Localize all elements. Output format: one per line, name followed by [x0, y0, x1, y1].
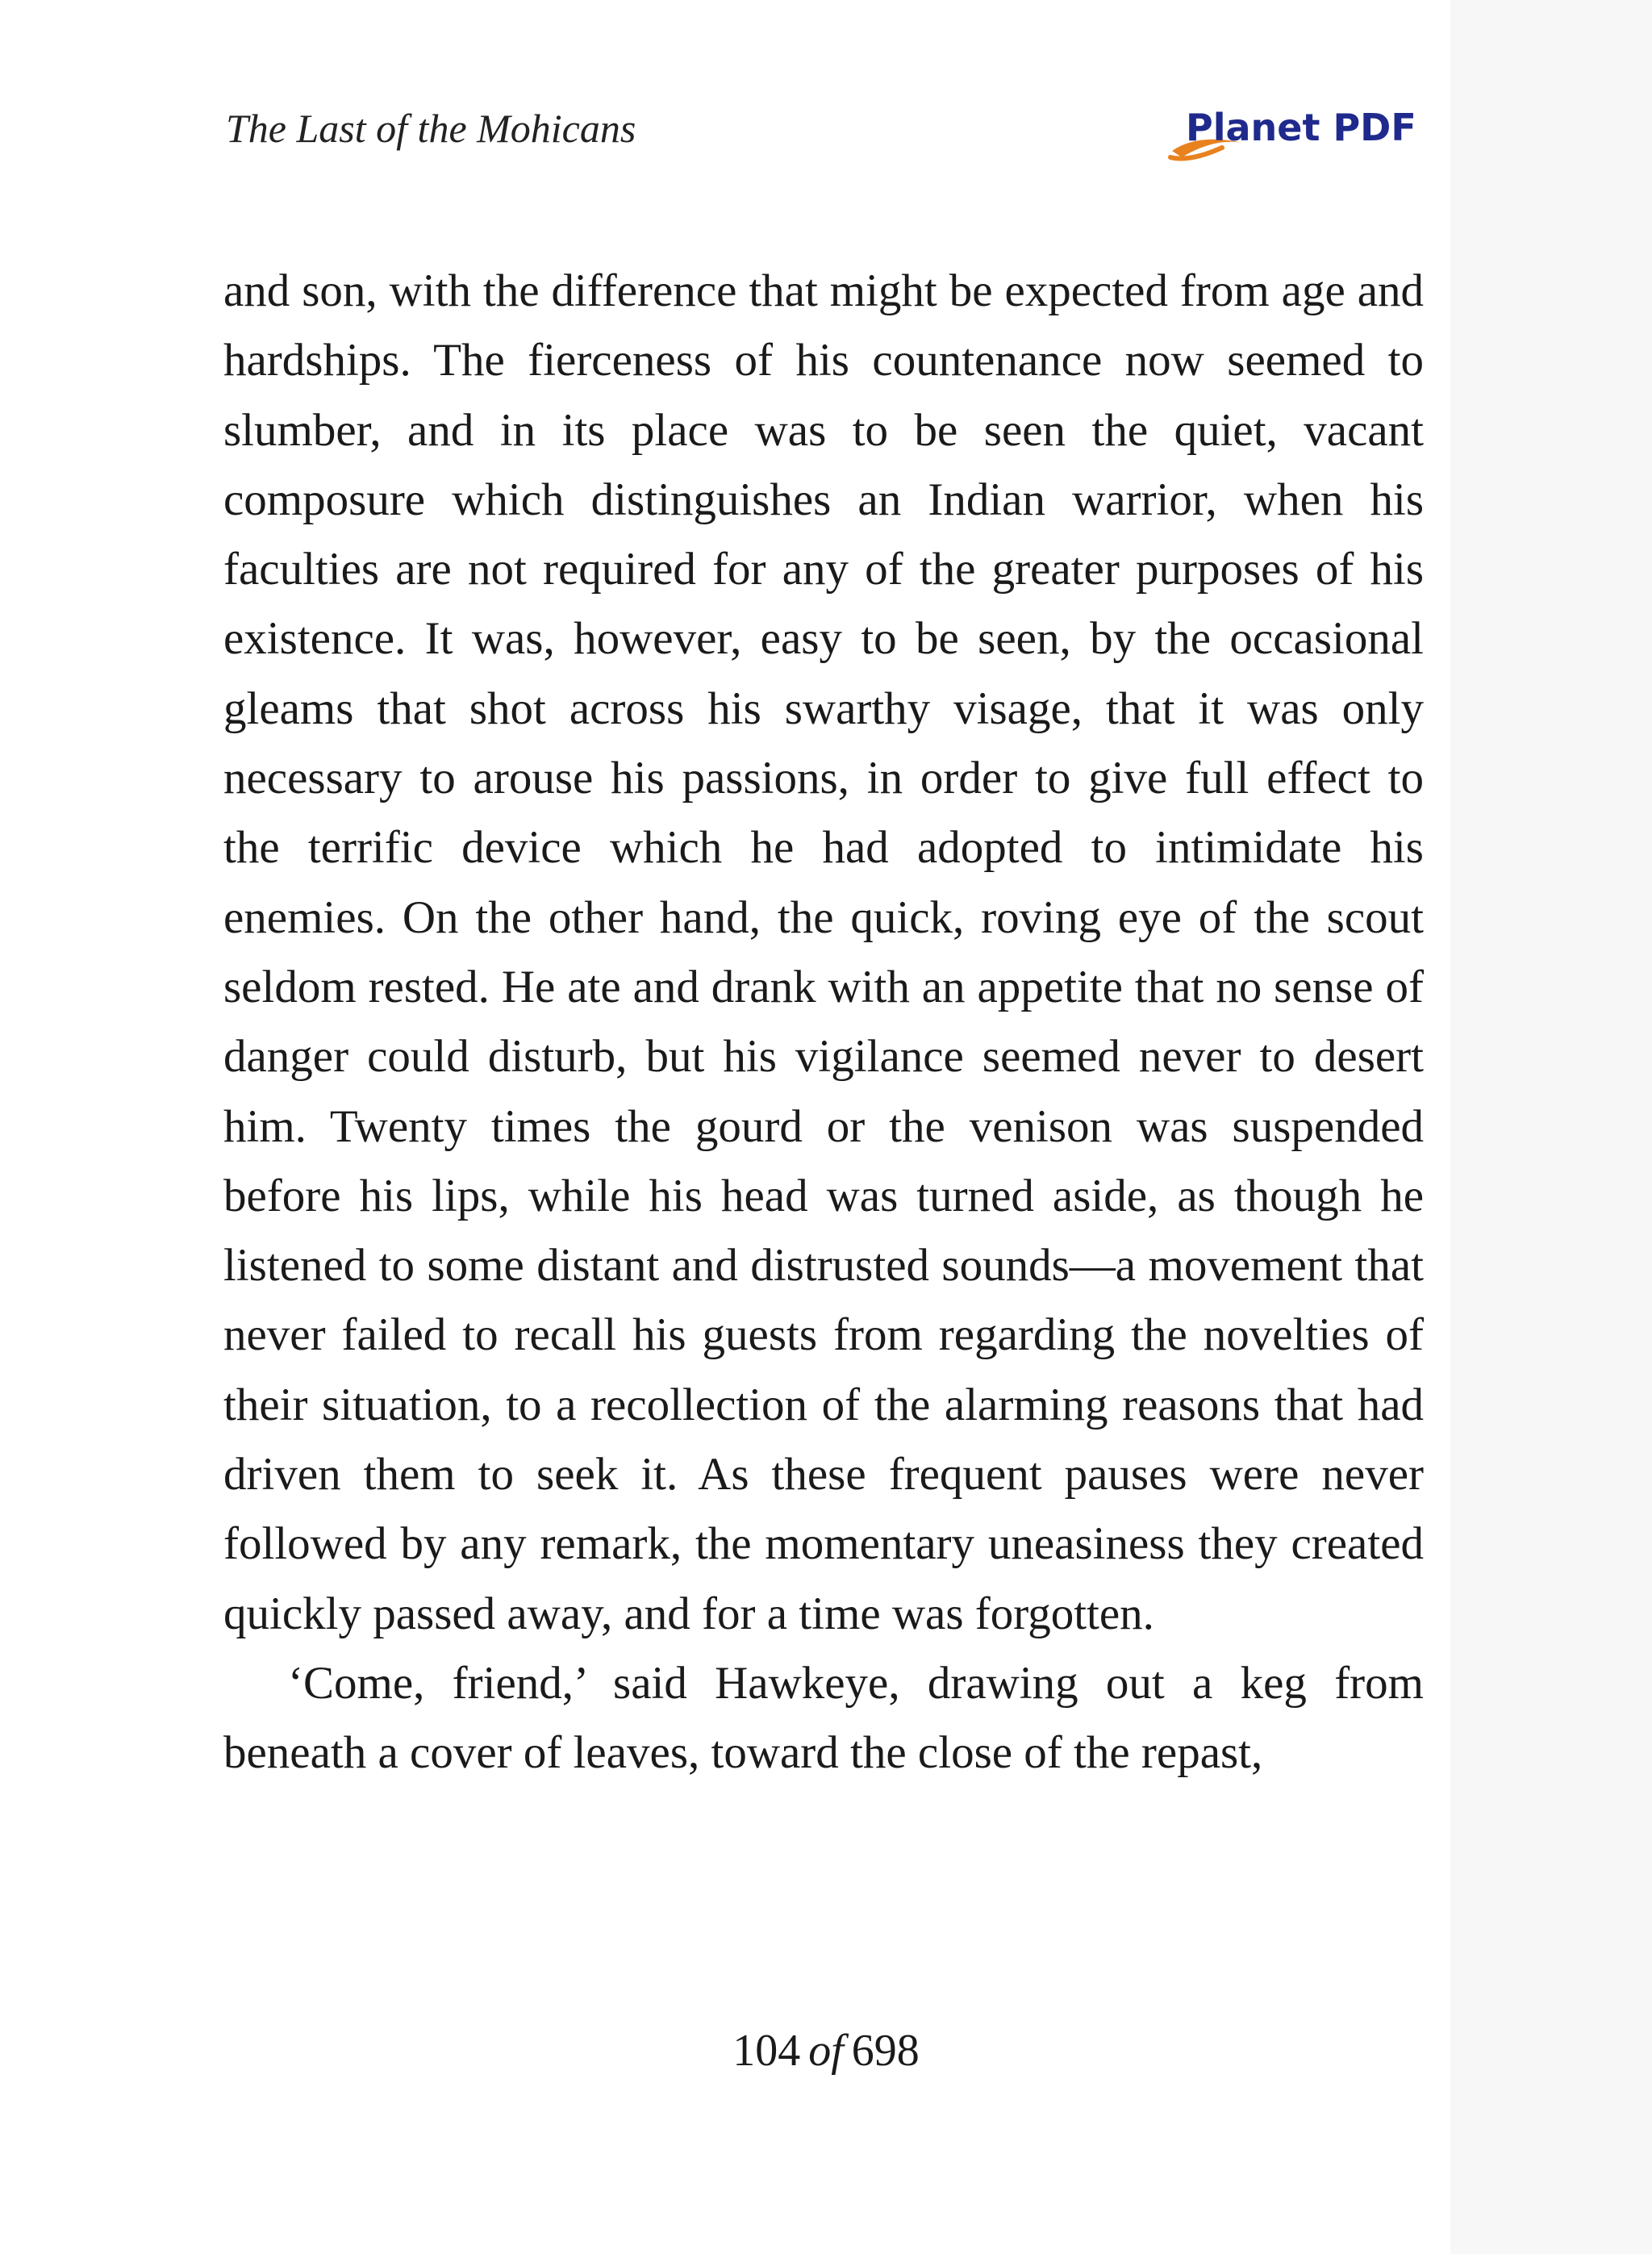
book-title: The Last of the Mohicans	[226, 106, 636, 151]
page-margin-shade	[1450, 0, 1652, 2254]
logo-text: Planet PDF	[1186, 106, 1416, 149]
page-number	[0, 2025, 1652, 2077]
paragraph: and son, with the difference that might be expected from age and hardships. The fierceness of his countenance now seemed to slumber, and in its place was to be seen the quiet, vacant composure which distinguishes an Indian warrior, when his faculties are not required for any of the greater purposes of his existence. It was, however, easy to be seen, by the occasional gleams that shot across his swarthy visage, that it was only necessary to arouse his passions, in order to give full effect to the terrific device which he had adopted to intimidate his enemies. On the other hand, the quick, roving eye of the scout seldom rested. He ate and drank with an appetite that no sense of danger could disturb, but his vigilance seemed never to desert him. Twenty times the gourd or the venison was suspended before his lips, while his head was turned aside, as though he listened to some distant and distrusted sounds—a movement that never failed to recall his guests from regarding the novelties of their situation, to a recollection of the alarming reasons that had driven them to seek it. As these frequent pauses were never followed by any remark, the momentary uneasiness they created quickly passed away, and for a time was forgotten.	[223, 265, 1424, 1639]
current-page-number: 104	[732, 2026, 801, 2076]
page-body	[223, 257, 1424, 1789]
total-page-count: 698	[851, 2026, 920, 2076]
paragraph: ‘Come, friend,’ said Hawkeye, drawing out a keg from beneath a cover of leaves, toward the close of the repast,	[223, 1657, 1424, 1779]
of-label: of	[808, 2026, 844, 2076]
planet-pdf-logo[interactable]	[1166, 101, 1424, 173]
